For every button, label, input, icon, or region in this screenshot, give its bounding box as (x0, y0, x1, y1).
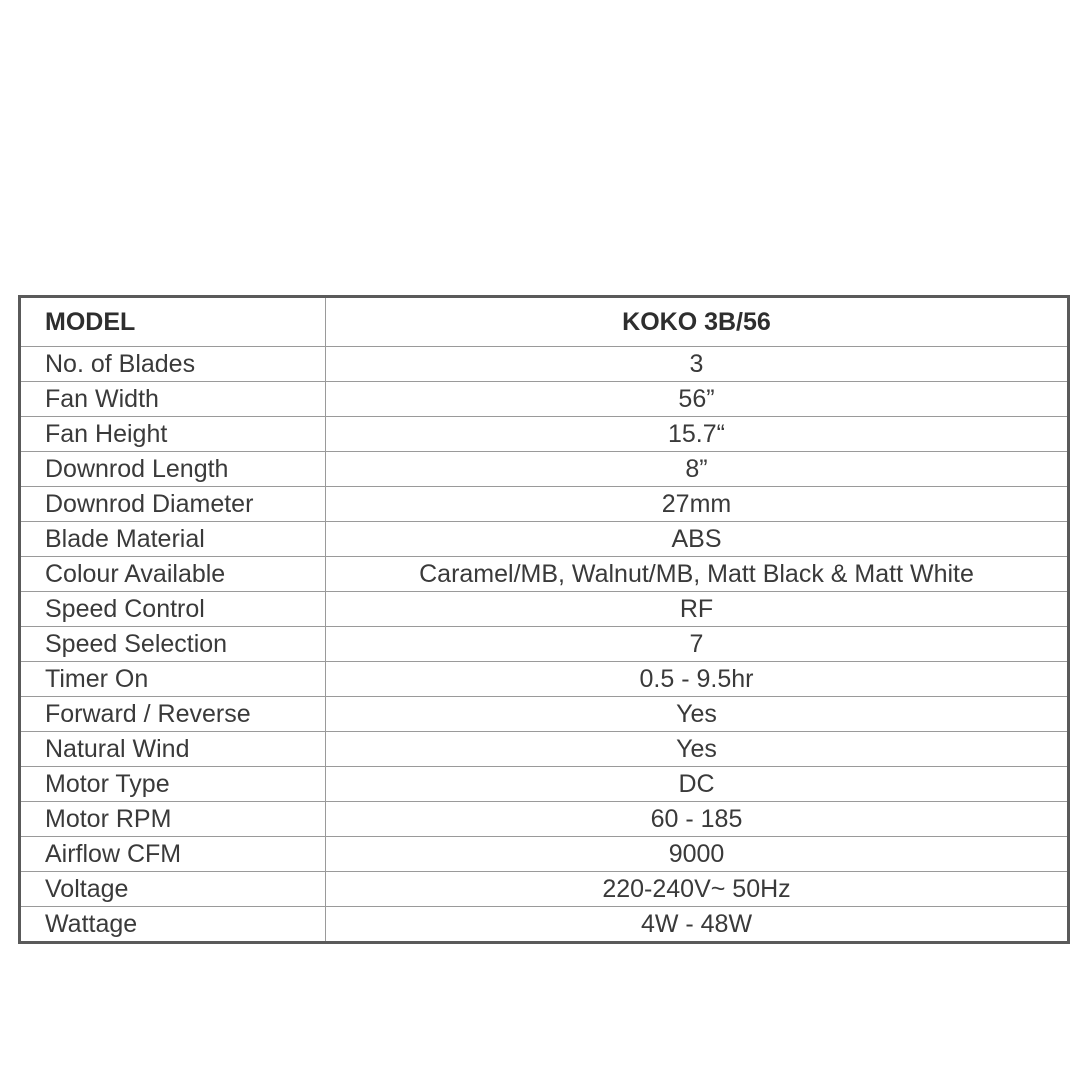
model-value: KOKO 3B/56 (326, 297, 1069, 347)
spec-label: Forward / Reverse (20, 697, 326, 732)
spec-value: 8” (326, 452, 1069, 487)
spec-label: Motor Type (20, 767, 326, 802)
spec-value: Yes (326, 732, 1069, 767)
spec-label: Voltage (20, 872, 326, 907)
spec-label: Speed Control (20, 592, 326, 627)
spec-label: Motor RPM (20, 802, 326, 837)
spec-label: Downrod Length (20, 452, 326, 487)
spec-value: 15.7“ (326, 417, 1069, 452)
spec-value: 220-240V~ 50Hz (326, 872, 1069, 907)
spec-value: Yes (326, 697, 1069, 732)
spec-table (18, 295, 1070, 944)
spec-value: 0.5 - 9.5hr (326, 662, 1069, 697)
spec-label: Downrod Diameter (20, 487, 326, 522)
spec-value: 27mm (326, 487, 1069, 522)
spec-value: 4W - 48W (326, 907, 1069, 943)
table-row (20, 522, 1069, 557)
table-row (20, 382, 1069, 417)
spec-value: 7 (326, 627, 1069, 662)
table-row (20, 662, 1069, 697)
table-row (20, 627, 1069, 662)
spec-label: Timer On (20, 662, 326, 697)
spec-label: Blade Material (20, 522, 326, 557)
table-row (20, 837, 1069, 872)
spec-value: Caramel/MB, Walnut/MB, Matt Black & Matt White (326, 557, 1069, 592)
spec-value: 60 - 185 (326, 802, 1069, 837)
spec-label: Natural Wind (20, 732, 326, 767)
spec-label: Colour Available (20, 557, 326, 592)
table-row (20, 452, 1069, 487)
spec-value: 9000 (326, 837, 1069, 872)
spec-label: Fan Width (20, 382, 326, 417)
spec-label: Speed Selection (20, 627, 326, 662)
spec-value: 56” (326, 382, 1069, 417)
table-row (20, 732, 1069, 767)
spec-value: DC (326, 767, 1069, 802)
table-row (20, 802, 1069, 837)
spec-label: Wattage (20, 907, 326, 943)
table-row (20, 697, 1069, 732)
table-row (20, 417, 1069, 452)
table-row (20, 592, 1069, 627)
spec-value: RF (326, 592, 1069, 627)
table-row (20, 872, 1069, 907)
table-row (20, 487, 1069, 522)
spec-label: Airflow CFM (20, 837, 326, 872)
model-label: MODEL (20, 297, 326, 347)
table-row (20, 557, 1069, 592)
table-header-row (20, 297, 1069, 347)
spec-value: 3 (326, 347, 1069, 382)
spec-value: ABS (326, 522, 1069, 557)
spec-label: No. of Blades (20, 347, 326, 382)
spec-label: Fan Height (20, 417, 326, 452)
table-row (20, 767, 1069, 802)
table-row (20, 907, 1069, 943)
table-row (20, 347, 1069, 382)
